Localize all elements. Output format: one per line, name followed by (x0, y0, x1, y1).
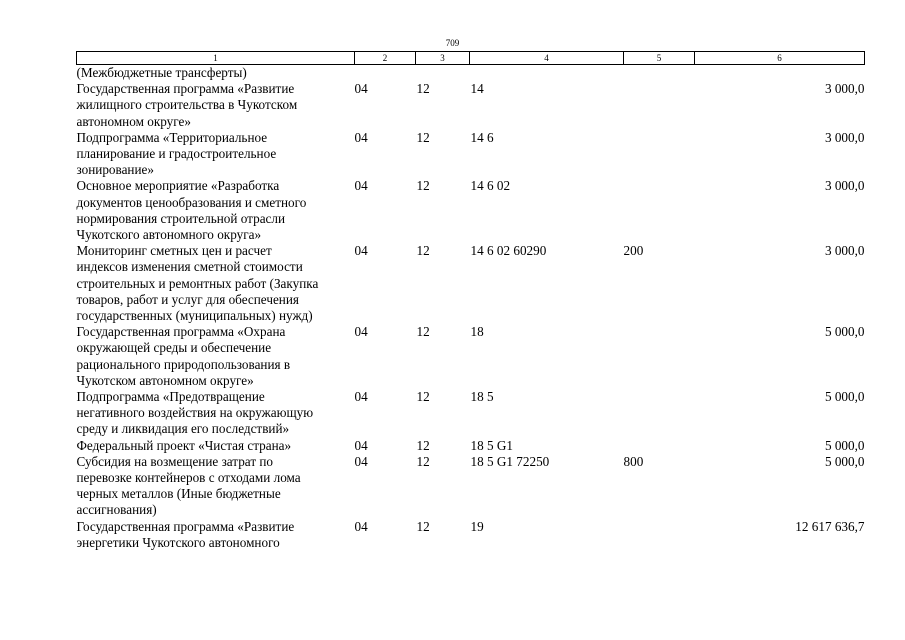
row-amount-cell: 5 000,0 (824, 437, 865, 453)
table-row (77, 130, 865, 179)
row-section-cell: 04 (354, 81, 368, 97)
row-section-cell (355, 65, 416, 82)
row-name-line: жилищного строительства в Чукотском (76, 97, 298, 113)
row-name-cell (77, 65, 355, 82)
row-name-line: перевозке контейнеров с отходами лома (76, 470, 301, 486)
table-body (77, 65, 865, 552)
row-name-line: (Межбюджетные трансферты) (76, 65, 247, 80)
row-name-line: Мониторинг сметных цен и расчет (76, 243, 272, 259)
column-header-expense-type: 5 (624, 52, 695, 65)
row-subsection-cell: 12 (416, 453, 430, 469)
row-expense-type-cell (624, 389, 695, 438)
row-section-cell: 04 (354, 437, 368, 453)
row-amount-cell: 5 000,0 (824, 389, 865, 405)
row-expense-type-cell (624, 65, 695, 82)
row-subsection-cell: 12 (416, 243, 430, 259)
row-name-line: Субсидия на возмещение затрат по (76, 453, 274, 469)
row-name-line: Подпрограмма «Предотвращение (76, 389, 265, 405)
row-subsection-cell: 12 (416, 518, 430, 534)
row-subsection-cell: 12 (416, 324, 430, 340)
row-subsection-cell: 12 (416, 389, 430, 405)
column-header-section: 2 (355, 52, 416, 65)
row-target-code-cell: 18 5 G1 72250 (470, 453, 550, 469)
row-name-line: Государственная программа «Развитие (76, 81, 295, 97)
row-expense-type-cell: 200 (623, 243, 644, 259)
row-section-cell: 04 (354, 243, 368, 259)
table-row (77, 243, 865, 324)
column-header-amount: 6 (695, 52, 865, 65)
column-header-subsection: 3 (416, 52, 470, 65)
row-expense-type-cell (624, 81, 695, 130)
row-subsection-cell: 12 (416, 178, 430, 194)
row-expense-type-cell (624, 324, 695, 389)
row-target-code-cell: 14 6 02 (470, 178, 511, 194)
table-row (77, 81, 865, 130)
row-name-line: Подпрограмма «Территориальное (76, 129, 268, 145)
row-name-cell (77, 438, 355, 454)
row-name-cell (77, 243, 355, 324)
row-name-line: индексов изменения сметной стоимости (76, 259, 303, 275)
row-name-cell (77, 454, 355, 519)
row-name-line: Основное мероприятие «Разработка (76, 178, 280, 194)
table-row (77, 178, 865, 243)
budget-table-container (76, 51, 864, 551)
row-section-cell: 04 (354, 518, 368, 534)
row-expense-type-cell (624, 438, 695, 454)
row-name-line: окружающей среды и обеспечение (76, 340, 272, 356)
row-name-line: строительных и ремонтных работ (Закупка (76, 275, 319, 291)
row-name-line: государственных (муниципальных) нужд) (76, 308, 313, 324)
budget-table (76, 51, 865, 551)
row-name-line: ассигнования) (76, 502, 157, 518)
row-name-line: Государственная программа «Развитие (76, 518, 295, 534)
row-amount-cell (695, 65, 865, 82)
row-expense-type-cell: 800 (623, 453, 644, 469)
row-name-line: товаров, работ и услуг для обеспечения (76, 291, 299, 307)
row-subsection-cell (416, 65, 470, 82)
row-name-line: автономном округе» (76, 113, 191, 129)
row-target-code-cell: 18 (470, 324, 484, 340)
row-amount-cell: 5 000,0 (824, 324, 865, 340)
row-section-cell: 04 (354, 389, 368, 405)
column-header-name: 1 (77, 52, 355, 65)
row-name-line: Чукотского автономного округа» (76, 227, 262, 243)
table-row (77, 519, 865, 551)
row-name-cell (77, 324, 355, 389)
row-name-cell (77, 178, 355, 243)
table-row (77, 454, 865, 519)
row-subsection-cell: 12 (416, 437, 430, 453)
row-amount-cell: 3 000,0 (824, 129, 865, 145)
table-row (77, 324, 865, 389)
row-expense-type-cell (624, 519, 695, 551)
row-expense-type-cell (624, 178, 695, 243)
row-target-code-cell: 14 6 (470, 129, 494, 145)
row-name-line: среду и ликвидация его последствий» (76, 421, 290, 437)
row-section-cell: 04 (354, 453, 368, 469)
column-header-target: 4 (470, 52, 624, 65)
row-target-code-cell: 18 5 G1 (470, 437, 513, 453)
row-amount-cell: 12 617 636,7 (795, 518, 865, 534)
row-amount-cell: 3 000,0 (824, 81, 865, 97)
row-subsection-cell: 12 (416, 81, 430, 97)
row-section-cell: 04 (354, 324, 368, 340)
row-expense-type-cell (624, 130, 695, 179)
row-amount-cell: 3 000,0 (824, 178, 865, 194)
row-name-line: Федеральный проект «Чистая страна» (76, 437, 292, 453)
row-name-line: черных металлов (Иные бюджетные (76, 486, 281, 502)
row-target-code-cell (470, 65, 624, 82)
row-name-line: планирование и градостроительное (76, 146, 277, 162)
row-name-line: нормирования строительной отрасли (76, 210, 286, 226)
page-number: 709 (445, 38, 460, 48)
row-amount-cell: 5 000,0 (824, 453, 865, 469)
row-section-cell: 04 (354, 178, 368, 194)
row-name-line: зонирование» (76, 162, 154, 178)
column-number-row (77, 52, 865, 65)
row-name-line: документов ценообразования и сметного (76, 194, 307, 210)
row-target-code-cell: 14 (470, 81, 484, 97)
row-name-line: Чукотском автономном округе» (76, 372, 254, 388)
row-section-cell: 04 (354, 129, 368, 145)
row-amount-cell: 3 000,0 (824, 243, 865, 259)
row-target-code-cell: 19 (470, 518, 484, 534)
row-name-cell (77, 519, 355, 551)
row-name-line: негативного воздействия на окружающую (76, 405, 314, 421)
table-row (77, 438, 865, 454)
table-row (77, 389, 865, 438)
row-name-cell (77, 389, 355, 438)
table-row (77, 65, 865, 82)
row-name-line: Государственная программа «Охрана (76, 324, 286, 340)
row-target-code-cell: 18 5 (470, 389, 494, 405)
row-target-code-cell: 14 6 02 60290 (470, 243, 547, 259)
row-name-line: рационального природопользования в (76, 356, 291, 372)
row-name-line: энергетики Чукотского автономного (76, 534, 280, 550)
row-subsection-cell: 12 (416, 129, 430, 145)
row-name-cell (77, 81, 355, 130)
row-name-cell (77, 130, 355, 179)
